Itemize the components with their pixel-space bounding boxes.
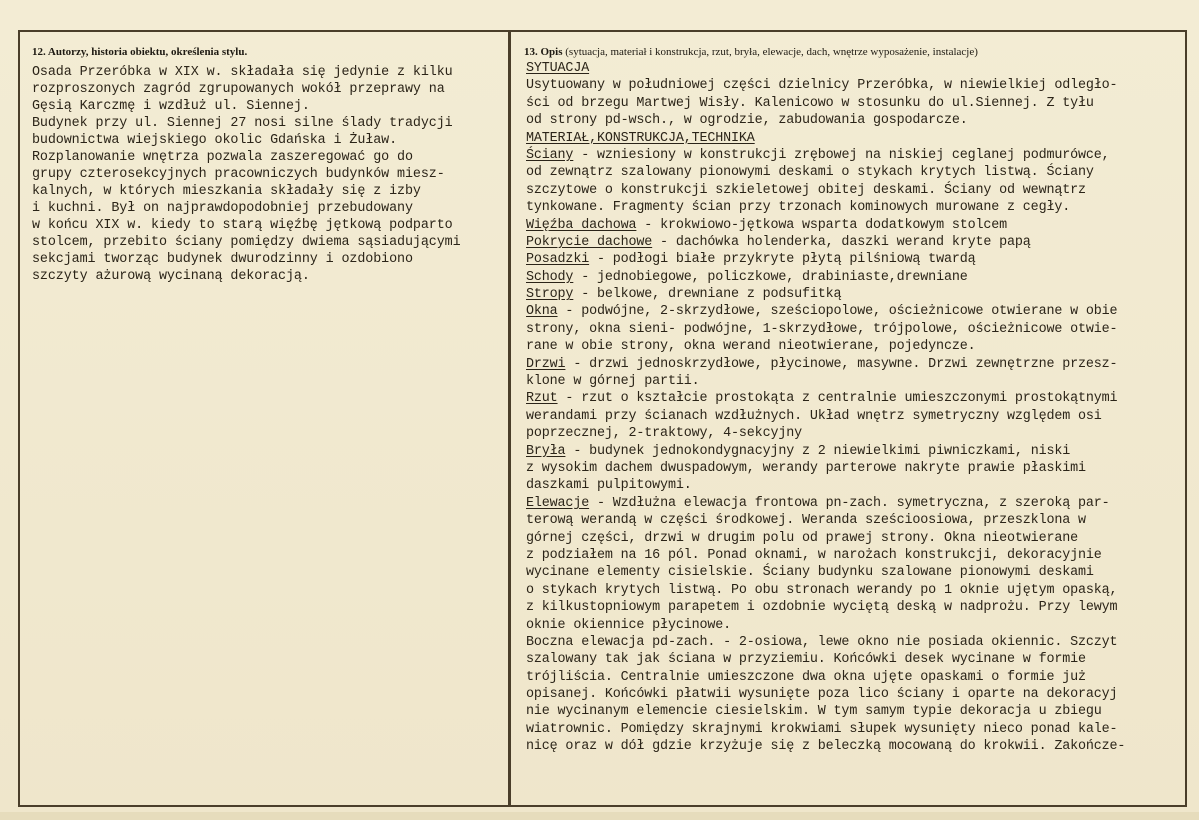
description-text-line: [526, 495, 1186, 512]
description-text-line: [526, 356, 1186, 373]
description-text-line: [526, 182, 1186, 199]
description-text-line: [526, 669, 1186, 686]
description-field-label: Rzut: [526, 391, 558, 407]
description-field-text: - Wzdłużna elewacja frontowa pn-zach. symetryczna, z szeroką par-: [589, 495, 1110, 511]
description-text-line: [526, 269, 1186, 286]
description-text-line: [526, 460, 1186, 477]
description-field-text: wiatrownic. Pomiędzy skrajnymi krokwiami słupek wysunięty nieco ponad kale-: [526, 721, 1118, 737]
description-text-line: [526, 338, 1186, 355]
description-field-text: opisanej. Końcówki płatwii wysunięte poza lico ściany i oparte na dekoracyj: [526, 687, 1118, 703]
description-field-text: - jednobiegowe, policzkowe, drabiniaste,drewniane: [573, 269, 968, 285]
history-text-line: stolcem, przebito ściany pomiędzy dwiema sąsiadującymi: [32, 235, 461, 250]
history-text-line: w końcu XIX w. kiedy to starą więźbę jętkową podparto: [32, 218, 453, 233]
description-field-text: nicę oraz w dół gdzie krzyżuje się z beleczką mocowaną do krokwii. Zakończe-: [526, 739, 1126, 755]
description-field-text: oknie okiennice płycinowe.: [526, 617, 732, 633]
description-text-line: [526, 164, 1186, 181]
description-text-line: [526, 95, 1186, 112]
description-text-line: [526, 286, 1186, 303]
history-text-line: sekcjami tworząc budynek dwurodzinny i ozdobiono: [32, 252, 413, 267]
description-field-label: SYTUACJA: [526, 61, 590, 76]
description-text-line: [526, 425, 1186, 442]
section-description-body: [526, 60, 1186, 756]
history-text-line: Budynek przy ul. Siennej 27 nosi silne ślady tradycji: [32, 116, 453, 131]
description-text-line: [526, 564, 1186, 581]
section-description: [512, 32, 1186, 805]
description-field-label: Elewacje: [526, 495, 590, 511]
history-text-line: kalnych, w których mieszkania składały się z izby: [32, 184, 421, 199]
history-text-line: i kuchni. Był on najprawdopodobniej przebudowany: [32, 201, 413, 216]
description-text-line: [526, 130, 1186, 147]
history-text-line: Rozplanowanie wnętrza pozwala zaszeregować go do: [32, 150, 413, 165]
description-field-text: - podłogi białe przykryte płytą pilśniową twardą: [589, 252, 976, 268]
description-text-line: [526, 373, 1186, 390]
description-field-text: z kilkustopniowym parapetem i ozdobnie wyciętą deską w nadprożu. Przy lewym: [526, 600, 1118, 616]
description-text-line: [526, 77, 1186, 94]
description-field-text: rane w obie strony, okna werand nieotwierane, pojedyncze.: [526, 339, 976, 355]
description-text-line: [526, 443, 1186, 460]
description-field-text: - podwójne, 2-skrzydłowe, sześciopolowe, ościeżnicowe otwierane w obie: [557, 304, 1118, 320]
history-text-line: szczyty ażurową wycinaną dekoracją.: [32, 269, 310, 284]
description-text-line: [526, 738, 1186, 755]
description-text-line: [526, 112, 1186, 129]
section-history-body: [32, 64, 506, 285]
description-field-label: Schody: [526, 269, 574, 285]
description-text-line: [526, 251, 1186, 268]
section-history: [20, 32, 506, 805]
description-field-text: od zewnątrz szalowany pionowymi deskami o stykach krytych listwą. Ściany: [526, 165, 1094, 181]
description-field-text: z podziałem na 16 pól. Ponad oknami, w narożach konstrukcji, dekoracyjnie: [526, 547, 1102, 563]
description-text-line: [526, 408, 1186, 425]
description-field-text: szalowany tak jak ściana w przyziemiu. Końcówki desek wycinane w formie: [526, 652, 1086, 668]
description-field-label: Pokrycie dachowe: [526, 234, 653, 250]
description-field-text: daszkami pulpitowymi.: [526, 478, 692, 494]
description-field-text: górnej części, drzwi w drugim polu od prawej strony. Okna nieotwierane: [526, 530, 1078, 546]
description-text-line: [526, 686, 1186, 703]
history-text-line: grupy czterosekcyjnych pracowniczych budynków miesz-: [32, 167, 445, 182]
description-text-line: [526, 617, 1186, 634]
description-field-label: Bryła: [526, 443, 566, 459]
description-text-line: [526, 390, 1186, 407]
description-field-text: ści od brzegu Martwej Wisły. Kalenicowo w stosunku do ul.Siennej. Z tyłu: [526, 95, 1094, 111]
description-text-line: [526, 512, 1186, 529]
description-field-text: - drzwi jednoskrzydłowe, płycinowe, masywne. Drzwi zewnętrzne przesz-: [565, 356, 1118, 372]
history-text-line: Osada Przeróbka w XIX w. składała się jedynie z kilku: [32, 65, 453, 80]
history-text-line: Gęsią Karczmę i wzdłuż ul. Siennej.: [32, 99, 310, 114]
description-field-text: trójliścia. Centralnie umieszczone dwa okna ujęte opaskami o formie już: [526, 669, 1086, 685]
section-history-heading: 12. Autorzy, historia obiektu, określenia stylu.: [32, 46, 248, 58]
description-field-text: klone w górnej partii.: [526, 374, 700, 390]
description-field-text: Usytuowany w południowej części dzielnicy Przeróbka, w niewielkiej odległo-: [526, 78, 1118, 94]
description-field-text: wycinane elementy cisielskie. Ściany budynku szalowane pionowymi deskami: [526, 565, 1094, 581]
description-field-text: poprzecznej, 2-traktowy, 4-sekcyjny: [526, 426, 802, 442]
description-field-text: Boczna elewacja pd-zach. - 2-osiowa, lewe okno nie posiada okiennic. Szczyt: [526, 634, 1118, 650]
description-text-line: [526, 547, 1186, 564]
section-description-heading-subtitle: (sytuacja, materiał i konstrukcja, rzut, bryła, elewacje, dach, wnętrze wyposażenie, instalacje): [565, 46, 978, 58]
description-field-text: tynkowane. Fragmenty ścian przy trzonach kominowych murowane z cegły.: [526, 200, 1071, 216]
description-field-text: szczytowe o konstrukcji szkieletowej obitej deskami. Ściany od wewnątrz: [526, 182, 1086, 198]
description-field-label: Więźba dachowa: [526, 217, 637, 233]
description-field-text: - krokwiowo-jętkowa wsparta dodatkowym stolcem: [636, 217, 1008, 233]
description-field-text: - dachówka holenderka, daszki werand kryte papą: [652, 234, 1031, 250]
description-field-label: Ściany: [526, 147, 574, 163]
description-text-line: [526, 634, 1186, 651]
description-field-text: strony, okna sieni- podwójne, 1-skrzydłowe, trójpolowe, ościeżnicowe otwie-: [526, 321, 1118, 337]
description-text-line: [526, 234, 1186, 251]
description-text-line: [526, 651, 1186, 668]
description-field-label: Drzwi: [526, 356, 566, 372]
description-text-line: [526, 477, 1186, 494]
section-description-heading: [524, 46, 1186, 58]
description-text-line: [526, 703, 1186, 720]
description-field-text: - budynek jednokondygnacyjny z 2 niewielkimi piwniczkami, niski: [565, 443, 1071, 459]
description-text-line: [526, 321, 1186, 338]
description-text-line: [526, 599, 1186, 616]
history-text-line: budownictwa wiejskiego okolic Gdańska i Żuław.: [32, 133, 398, 148]
description-text-line: [526, 721, 1186, 738]
description-text-line: [526, 530, 1186, 547]
page-bottom-edge: [0, 812, 1199, 820]
column-divider: [508, 30, 511, 807]
description-text-line: [526, 217, 1186, 234]
description-text-line: [526, 582, 1186, 599]
description-field-text: - rzut o kształcie prostokąta z centralnie umieszczonymi prostokątnymi: [557, 391, 1118, 407]
description-field-label: MATERIAŁ,KONSTRUKCJA,TECHNIKA: [526, 130, 755, 146]
description-field-text: z wysokim dachem dwuspadowym, werandy parterowe nakryte prawie płaskimi: [526, 460, 1086, 476]
description-field-text: od strony pd-wsch., w ogrodzie, zabudowania gospodarcze.: [526, 113, 968, 129]
description-text-line: [526, 60, 1186, 77]
description-text-line: [526, 303, 1186, 320]
description-field-text: nie wycinanym elemencie ciesielskim. W tym samym typie dekoracja u zbiegu: [526, 704, 1102, 720]
description-field-text: o stykach krytych listwą. Po obu stronach werandy po 1 oknie ujętym opaską,: [526, 582, 1118, 598]
description-field-label: Okna: [526, 304, 558, 320]
description-text-line: [526, 147, 1186, 164]
description-field-label: Posadzki: [526, 252, 590, 268]
description-field-text: - wzniesiony w konstrukcji zrębowej na niskiej ceglanej podmurówce,: [573, 147, 1110, 163]
description-field-text: - belkowe, drewniane z podsufitką: [573, 287, 842, 303]
description-field-text: terową werandą w części środkowej. Weranda sześcioosiowa, przeszklona w: [526, 513, 1086, 529]
description-field-text: werandami przy ścianach wzdłużnych. Układ wnętrz symetryczny względem osi: [526, 408, 1102, 424]
description-field-label: Stropy: [526, 287, 574, 303]
description-text-line: [526, 199, 1186, 216]
section-description-heading-title: 13. Opis: [524, 46, 563, 58]
history-text-line: rozproszonych zagród zgrupowanych wokół przeprawy na: [32, 82, 445, 97]
